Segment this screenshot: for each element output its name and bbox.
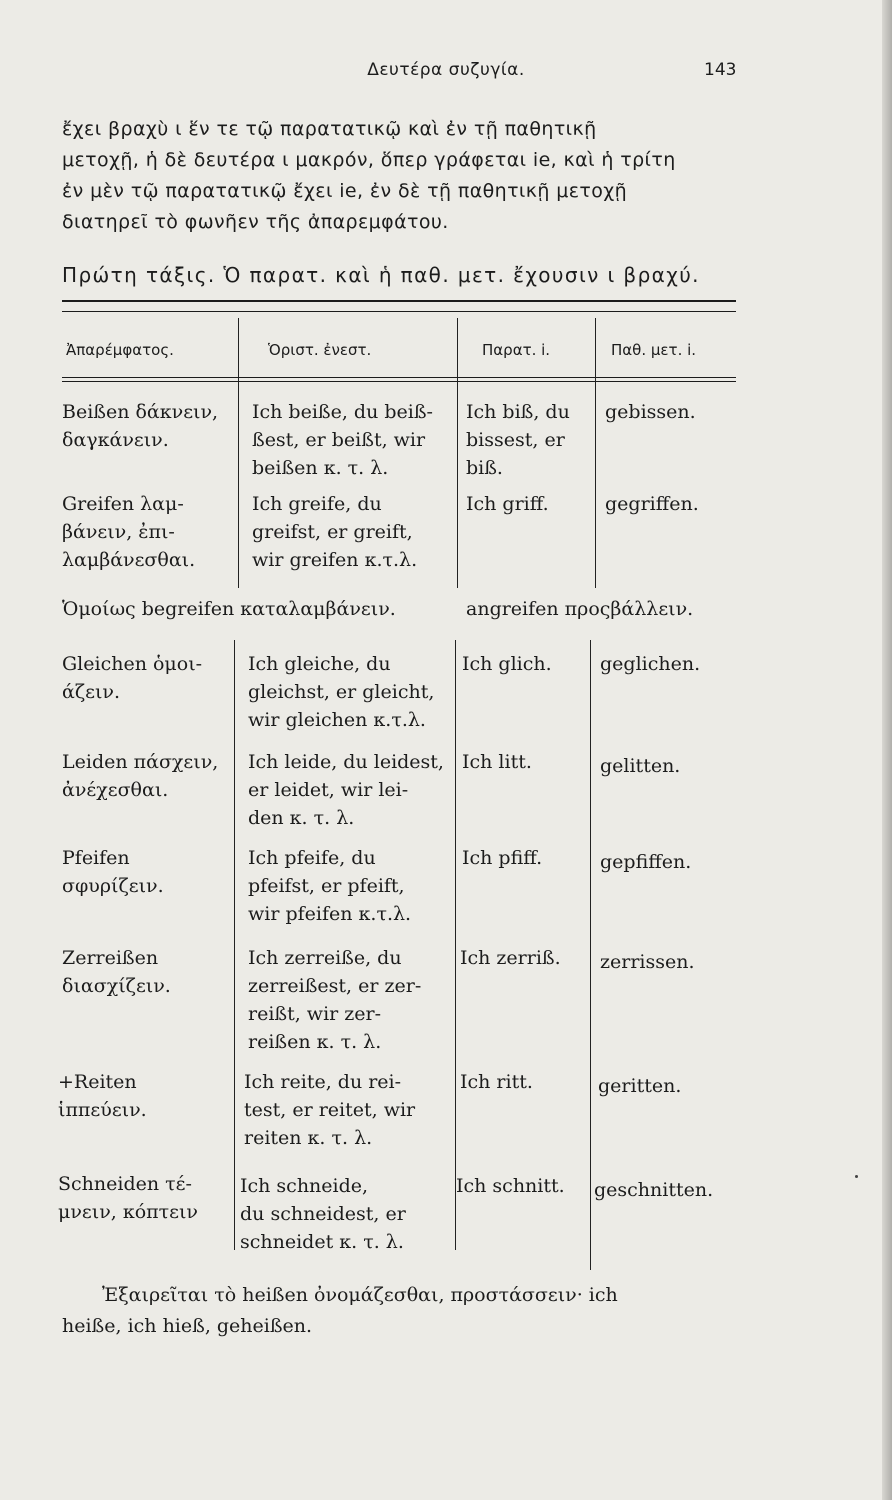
cell-line: Ich zerreiße, du xyxy=(248,947,402,969)
cell-line: gelitten. xyxy=(600,755,681,777)
column-divider xyxy=(595,318,596,588)
table-row-participle xyxy=(594,1176,713,1204)
similar-left: Ὁμοίως begreifen καταλαμβάνειν. xyxy=(62,598,396,620)
column-divider xyxy=(457,318,458,588)
cell-line: gegriffen. xyxy=(605,493,699,515)
table-row-participle xyxy=(605,398,696,426)
table-row-present xyxy=(248,748,444,832)
cell-line: Ich pfeife, du xyxy=(248,847,376,869)
table-row-present xyxy=(252,398,433,482)
cell-line: geglichen. xyxy=(600,653,701,675)
cell-line: wir gleichen κ.τ.λ. xyxy=(248,709,426,731)
table-row-participle xyxy=(598,1072,681,1100)
cell-line: reiten κ. τ. λ. xyxy=(244,1127,373,1149)
column-header-infinitive: Ἀπαρέμφατος. xyxy=(66,341,174,359)
table-row-imperfect xyxy=(462,748,532,776)
cell-line: ἀνέχεσθαι. xyxy=(62,779,169,801)
cell-line: Ich glich. xyxy=(462,653,552,675)
cell-line: Ich litt. xyxy=(462,751,532,773)
cell-line: geschnitten. xyxy=(594,1179,714,1201)
cell-line: Beißen δάκνειν, xyxy=(62,401,219,423)
page-edge-shadow xyxy=(882,0,892,1500)
cell-line: du schneidest, er xyxy=(240,1203,406,1225)
cell-line: pfeifst, er pfeift, xyxy=(248,875,405,897)
cell-line: Ich gleiche, du xyxy=(248,653,391,675)
table-row-infinitive xyxy=(58,1170,198,1226)
table-row-present xyxy=(244,1068,415,1152)
section-heading: Πρώτη τάξις. Ὁ παρατ. καὶ ἡ παθ. μετ. ἔχουσιν ι βραχύ. xyxy=(62,263,700,287)
table-row-infinitive xyxy=(62,748,218,804)
cell-line: wir pfeifen κ.τ.λ. xyxy=(248,903,412,925)
exception-note xyxy=(62,1280,618,1342)
cell-line: βάνειν, ἐπι- xyxy=(62,521,175,543)
scan-speck xyxy=(855,1175,858,1178)
cell-line: reißen κ. τ. λ. xyxy=(248,1031,382,1053)
header-underline xyxy=(62,377,736,378)
note-line: heiße, ich hieß, geheißen. xyxy=(62,1315,313,1337)
cell-line: greifst, er greift, xyxy=(252,521,413,543)
cell-line: Ich schnitt. xyxy=(456,1175,565,1197)
cell-line: gleichst, er gleicht, xyxy=(248,681,435,703)
intro-line: μετοχῇ, ἡ δὲ δευτέρα ι μακρόν, ὅπερ γράφεται ie, καὶ ἡ τρίτη xyxy=(62,149,676,171)
cell-line: Gleichen ὁμοι- xyxy=(62,653,203,675)
column-divider xyxy=(238,318,239,588)
column-header-participle: Παθ. μετ. i. xyxy=(611,341,697,359)
cell-line: λαμβάνεσθαι. xyxy=(62,549,196,571)
table-row-present xyxy=(248,650,434,734)
table-row-imperfect xyxy=(456,1172,565,1200)
cell-line: δαγκάνειν. xyxy=(62,429,169,451)
page-number: 143 xyxy=(704,60,737,80)
table-row-present xyxy=(248,844,411,928)
table-row-infinitive xyxy=(62,490,195,574)
cell-line: zerreißest, er zer- xyxy=(248,975,422,997)
column-divider xyxy=(455,640,456,1250)
cell-line: den κ. τ. λ. xyxy=(248,807,355,829)
cell-line: test, er reitet, wir xyxy=(244,1099,416,1121)
table-row-imperfect xyxy=(466,398,570,482)
table-row-imperfect xyxy=(462,844,542,872)
table-row-imperfect xyxy=(460,944,561,972)
running-header: Δευτέρα συζυγία. xyxy=(367,60,525,80)
cell-line: wir greifen κ.τ.λ. xyxy=(252,549,418,571)
cell-line: άζειν. xyxy=(62,681,121,703)
table-row-infinitive xyxy=(62,398,218,454)
table-row-infinitive xyxy=(62,650,202,706)
table-row-present xyxy=(252,490,417,574)
header-underline-2 xyxy=(62,381,736,382)
cell-line: διασχίζειν. xyxy=(62,975,171,997)
table-row-participle xyxy=(600,650,700,678)
cell-line: gepfiffen. xyxy=(600,851,692,873)
table-row-present xyxy=(248,944,421,1056)
cell-line: Zerreißen xyxy=(62,947,159,969)
table-row-participle xyxy=(605,490,699,518)
column-header-imperfect: Παρατ. i. xyxy=(482,341,551,359)
cell-line: Greifen λαμ- xyxy=(62,493,184,515)
cell-line: schneidet κ. τ. λ. xyxy=(240,1231,404,1253)
cell-line: biß. xyxy=(466,457,503,479)
cell-line: reißt, wir zer- xyxy=(248,1003,382,1025)
cell-line: Ich reite, du rei- xyxy=(244,1071,402,1093)
cell-line: ἱππεύειν. xyxy=(58,1099,147,1121)
table-row-participle xyxy=(600,948,695,976)
intro-line: ἐν μὲν τῷ παρατατικῷ ἔχει ie, ἐν δὲ τῇ παθητικῇ μετοχῇ xyxy=(62,180,628,202)
table-row-participle xyxy=(600,752,680,780)
cell-line: ßest, er beißt, wir xyxy=(252,429,426,451)
intro-paragraph xyxy=(62,114,732,238)
cell-line: Ich leide, du leidest, xyxy=(248,751,444,773)
cell-line: Ich biß, du xyxy=(466,401,570,423)
column-header-present: Ὁριστ. ἐνεστ. xyxy=(268,341,372,359)
cell-line: +Reiten xyxy=(58,1071,137,1093)
cell-line: Ich zerriß. xyxy=(460,947,561,969)
cell-line: zerrissen. xyxy=(600,951,695,973)
table-top-rule xyxy=(62,300,736,302)
cell-line: Pfeifen xyxy=(62,847,130,869)
cell-line: μνειν, κόπτειν xyxy=(58,1201,198,1223)
cell-line: gebissen. xyxy=(605,401,696,423)
cell-line: Leiden πάσχειν, xyxy=(62,751,219,773)
similar-right: angreifen προςβάλλειν. xyxy=(466,598,694,620)
cell-line: Ich pfiff. xyxy=(462,847,543,869)
cell-line: er leidet, wir lei- xyxy=(248,779,409,801)
cell-line: Ich schneide, xyxy=(240,1175,369,1197)
cell-line: Ich beiße, du beiß- xyxy=(252,401,433,423)
table-top-rule-thin xyxy=(62,311,736,312)
intro-line: διατηρεῖ τὸ φωνῆεν τῆς ἀπαρεμφάτου. xyxy=(62,211,449,233)
table-row-infinitive xyxy=(62,844,164,900)
cell-line: Ich greife, du xyxy=(252,493,382,515)
cell-line: geritten. xyxy=(598,1075,682,1097)
table-row-imperfect xyxy=(462,650,552,678)
column-divider xyxy=(590,640,591,1270)
cell-line: Ich ritt. xyxy=(460,1071,533,1093)
table-row-infinitive xyxy=(62,944,171,1000)
cell-line: beißen κ. τ. λ. xyxy=(252,457,389,479)
note-line: Ἐξαιρεῖται τὸ heißen ὀνομάζεσθαι, προστάσσειν· ich xyxy=(102,1284,618,1306)
table-row-imperfect xyxy=(466,490,549,518)
table-row-imperfect xyxy=(460,1068,533,1096)
table-row-present xyxy=(240,1172,406,1256)
cell-line: Schneiden τέ- xyxy=(58,1173,192,1195)
cell-line: Ich griff. xyxy=(466,493,549,515)
cell-line: σφυρίζειν. xyxy=(62,875,164,897)
cell-line: bissest, er xyxy=(466,429,565,451)
intro-line: ἔχει βραχὺ ι ἕν τε τῷ παρατατικῷ καὶ ἐν τῇ παθητικῇ xyxy=(62,118,597,140)
table-row-infinitive xyxy=(58,1068,147,1124)
column-divider xyxy=(234,640,235,1250)
table-row-participle xyxy=(600,848,691,876)
